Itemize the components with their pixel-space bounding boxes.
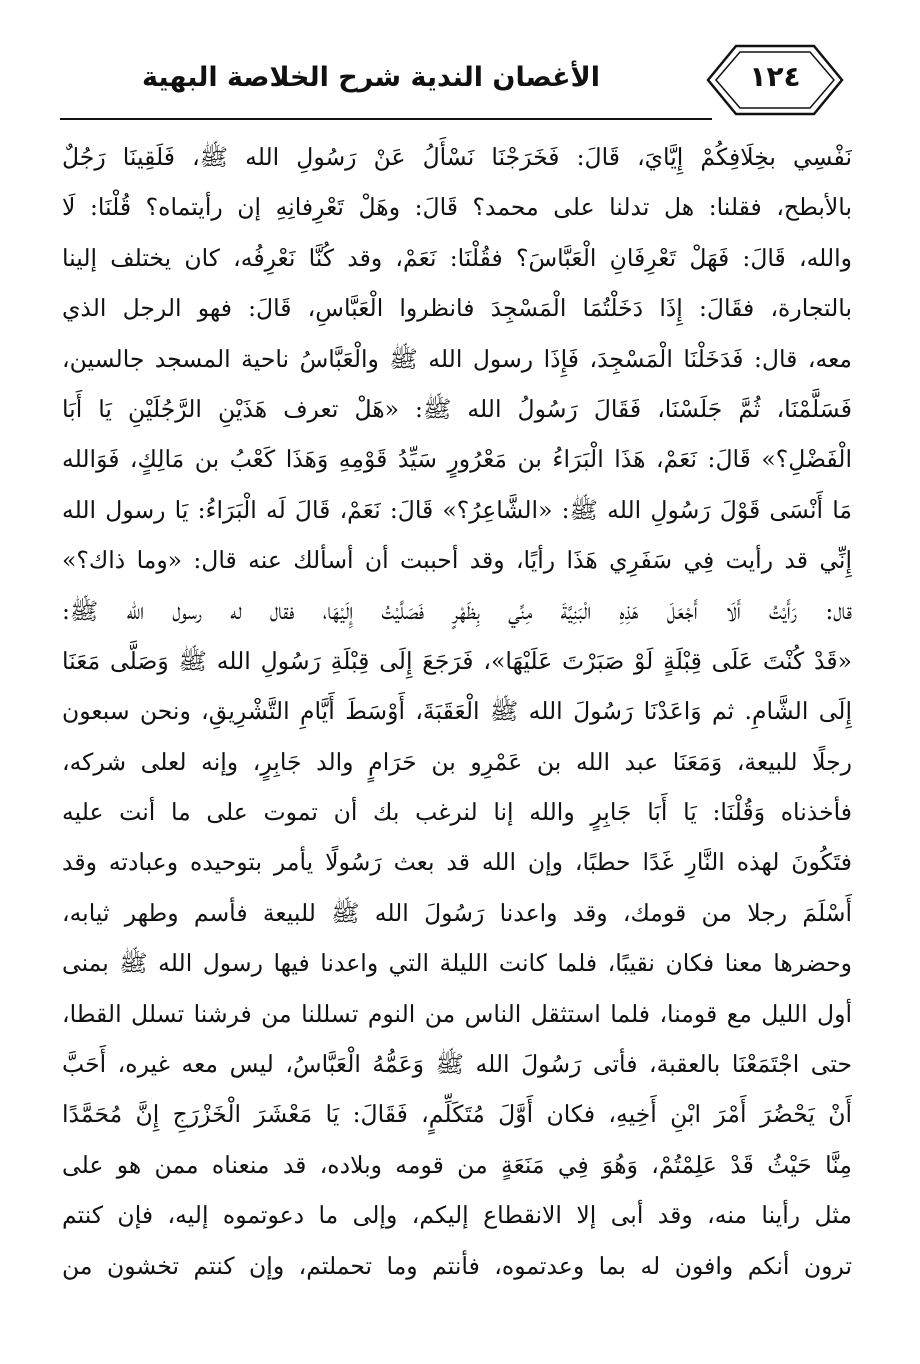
text-line: والله، قَالَ: فَهَلْ تَعْرِفَانِ الْعَبَّاسَ؟ فقُلْنَا: نَعَمْ، وقد كُنَّا نَعْرِفُه، كان يختلف إلينا	[62, 243, 852, 272]
text-line: «قَدْ كُنْتَ عَلَى قِبْلَةٍ لَوْ صَبَرْتَ عَلَيْهَا»، فَرَجَعَ إِلَى قِبْلَةِ رَسُولِ الله ﷺ وَصَلَّى مَعَنَا	[62, 646, 852, 675]
text-line: إِلَى الشَّامِ. ثم وَاعَدْنَا رَسُولَ الله ﷺ الْعَقَبَةَ، أَوْسَطَ أَيَّامِ التَّشْرِيقِ، ونحن سبعون	[62, 697, 852, 726]
text-line: معه، قال: فَدَخَلْنَا الْمَسْجِدَ، فَإِذَا رسول الله ﷺ والْعَبَّاسُ ناحية المسجد جالسين،	[62, 344, 852, 373]
text-line: رجلًا للبيعة، وَمَعَنَا عبد الله بن عَمْرِو بن حَرَامٍ والد جَابِرٍ، وإنه لعلى شركه،	[62, 747, 852, 776]
page-number: ١٢٤	[749, 60, 801, 93]
text-line: بالتجارة، فقَالَ: إِذَا دَخَلْتُمَا الْمَسْجِدَ فانظروا الْعَبَّاسِ، قَالَ: فهو الرجل الذي	[62, 294, 852, 323]
text-line: حتى اجْتَمَعْنَا بالعقبة، فأتى رَسُولَ الله ﷺ وَعَمُّهُ الْعَبَّاسُ، ليس معه غيره، أَحَبَّ	[62, 1050, 852, 1079]
text-line: مثل رأينا منه، وقد أبى إلا الانقطاع إليكم، وإلى ما دعوتموه إليه، فإن كنتم	[62, 1201, 852, 1230]
text-line: أَنْ يَحْضُرَ أَمْرَ ابْنِ أَخِيهِ، فكان أَوَّلَ مُتَكَلِّمٍ، فَقَالَ: يَا مَعْشَرَ الْخَزْرَجِ إِنَّ مُحَمَّدًا	[62, 1100, 852, 1129]
text-line: فتَكُونَ لهذه النَّارِ غَدًا حطبًا، وإن الله قد بعث رَسُولًا يأمر بتوحيده وعبادته وقد	[62, 848, 852, 877]
text-line: مِنَّا حَيْثُ قَدْ عَلِمْتُمْ، وَهُوَ فِي مَنَعَةٍ من قومه وبلاده، قد منعناه ممن هو على	[62, 1150, 852, 1179]
text-line: ترون أنكم وافون له بما وعدتموه، فأنتم وما تحملتم، وإن كنتم تخشون من	[62, 1251, 852, 1280]
page-header	[60, 40, 850, 120]
text-line: الْفَضْلِ؟» قَالَ: نَعَمْ، هَذَا الْبَرَاءُ بن مَعْرُورٍ سَيِّدُ قَوْمِهِ وَهَذَا كَعْبُ بن مَالِكٍ، فَوَالله	[62, 445, 852, 474]
text-line: مَا أَنْسَى قَوْلَ رَسُولِ الله ﷺ: «الشَّاعِرُ؟» قَالَ: نَعَمْ، قَالَ لَه الْبَرَاءُ: يَا رسول الله	[62, 495, 852, 524]
text-line: وحضرها معنا فكان نقيبًا، فلما كانت الليلة التي واعدنا فيها رسول الله ﷺ بمنى	[62, 949, 852, 978]
text-line: أول الليل مع قومنا، فلما استثقل الناس من النوم تسللنا من فرشنا تسلل القطا،	[62, 999, 852, 1028]
page-number-badge	[700, 40, 850, 120]
text-line: فأخذناه وَقُلْنَا: يَا أَبَا جَابِرٍ والله إنا لنرغب بك أن تموت على ما أنت عليه	[62, 798, 852, 827]
text-line: قال: رَأَيْتُ أَلَا أَجْعَلَ هَذِهِ الْبَنِيَّةَ مِنِّي بِظَهْرٍ فَصَلَّيْتُ إِلَيْهَا، فقال له رسول الله ﷺ:	[62, 596, 852, 625]
text-line: نَفْسِي بخِلَافِكُمْ إِيَّايَ، قَالَ: فَخَرَجْنَا نَسْأَلُ عَنْ رَسُولِ الله ﷺ، فَلَقِينَا رَجُلٌ	[62, 143, 852, 171]
text-line: بالأبطح، فقلنا: هل تدلنا على محمد؟ قَالَ: وهَلْ تَعْرِفانِهِ إن رأيتماه؟ قُلْنَا: لَا	[62, 193, 852, 222]
header-rule	[60, 118, 712, 120]
text-line: أَسْلَمَ رجلا من قومك، وقد واعدنا رَسُولَ الله ﷺ للبيعة فأسم وطهر ثيابه،	[62, 898, 852, 927]
book-title: الأغصان الندية شرح الخلاصة البهية	[142, 62, 600, 93]
body-text	[62, 132, 852, 1291]
text-line: فَسَلَّمْنَا، ثُمَّ جَلَسْنَا، فَقَالَ رَسُولُ الله ﷺ: «هَلْ تعرف هَذَيْنِ الرَّجُلَيْنِ يَا أَبَا	[62, 394, 852, 423]
text-line: إِنِّي قد رأيت فِي سَفَرِي هَذَا رأيًا، وقد أحببت أن أسألك عنه قال: «وما ذاك؟»	[62, 546, 852, 575]
